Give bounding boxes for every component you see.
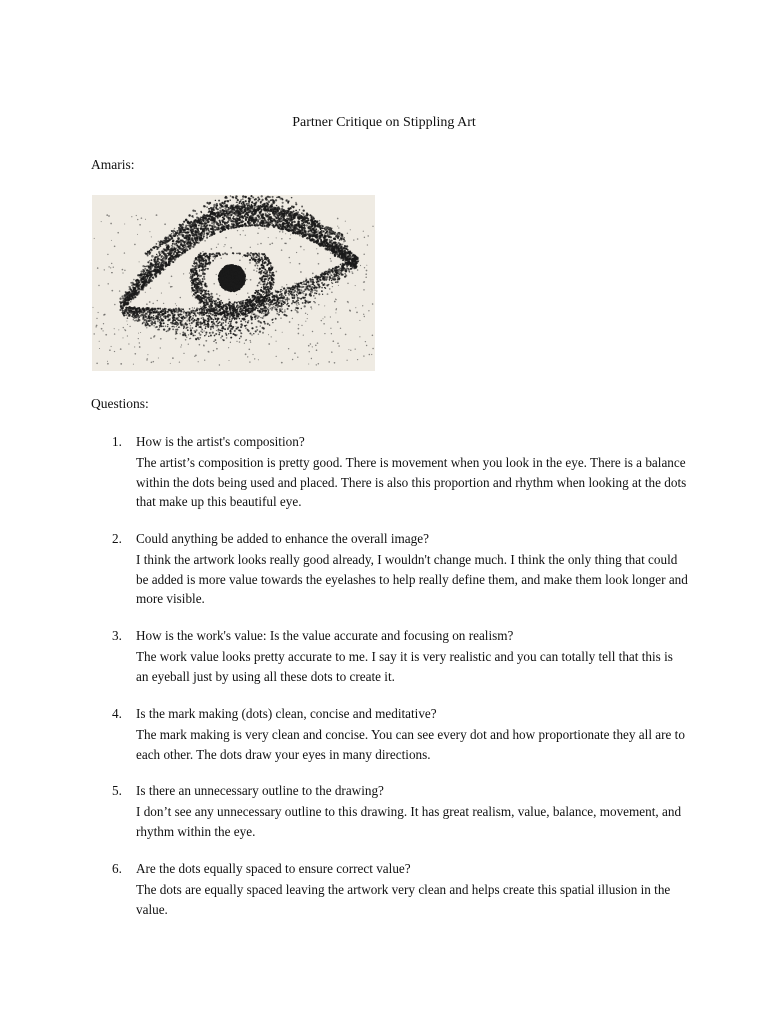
answer-text: The artist’s composition is pretty good. There is movement when you look in the eye. There is a balance within the dots being used and placed. There is also this proportion and rhythm when looking at the dots that make up this beautiful eye. — [136, 455, 687, 509]
question-number: 4. — [112, 706, 122, 721]
eye-stippling-image — [92, 195, 375, 371]
question-text: Is there an unnecessary outline to the drawing? — [136, 783, 384, 798]
question-number: 2. — [112, 531, 122, 546]
question-text: How is the artist's composition? — [136, 434, 305, 449]
question-text: How is the work's value: Is the value accurate and focusing on realism? — [136, 628, 514, 643]
answer-text: The dots are equally spaced leaving the artwork very clean and helps create this spatial illusion in the value. — [136, 882, 671, 917]
document-title: Partner Critique on Stippling Art — [292, 115, 476, 130]
answer-text: I think the artwork looks really good already, I wouldn't change much. I think the only thing that could be added is more value towards the eyelashes to help really define them, and make them look longer and more visible. — [136, 552, 688, 606]
eye-drawing-icon — [92, 195, 375, 371]
question-text: Are the dots equally spaced to ensure correct value? — [136, 861, 411, 876]
question-number: 5. — [112, 783, 122, 798]
questions-heading: Questions: — [91, 396, 149, 411]
question-text: Could anything be added to enhance the overall image? — [136, 531, 429, 546]
question-number: 1. — [112, 434, 122, 449]
question-text: Is the mark making (dots) clean, concise and meditative? — [136, 706, 437, 721]
answer-text: The work value looks pretty accurate to me. I say it is very realistic and you can totally tell that this is an eyeball just by using all these dots to create it. — [136, 649, 673, 684]
answer-text: The mark making is very clean and concise. You can see every dot and how proportionate they all are to each other. The dots draw your eyes in many directions. — [136, 727, 685, 762]
question-number: 6. — [112, 861, 122, 876]
answer-text: I don’t see any unnecessary outline to this drawing. It has great realism, value, balance, movement, and rhythm within the eye. — [136, 804, 682, 839]
partner-name: Amaris: — [91, 157, 135, 172]
question-number: 3. — [112, 628, 122, 643]
